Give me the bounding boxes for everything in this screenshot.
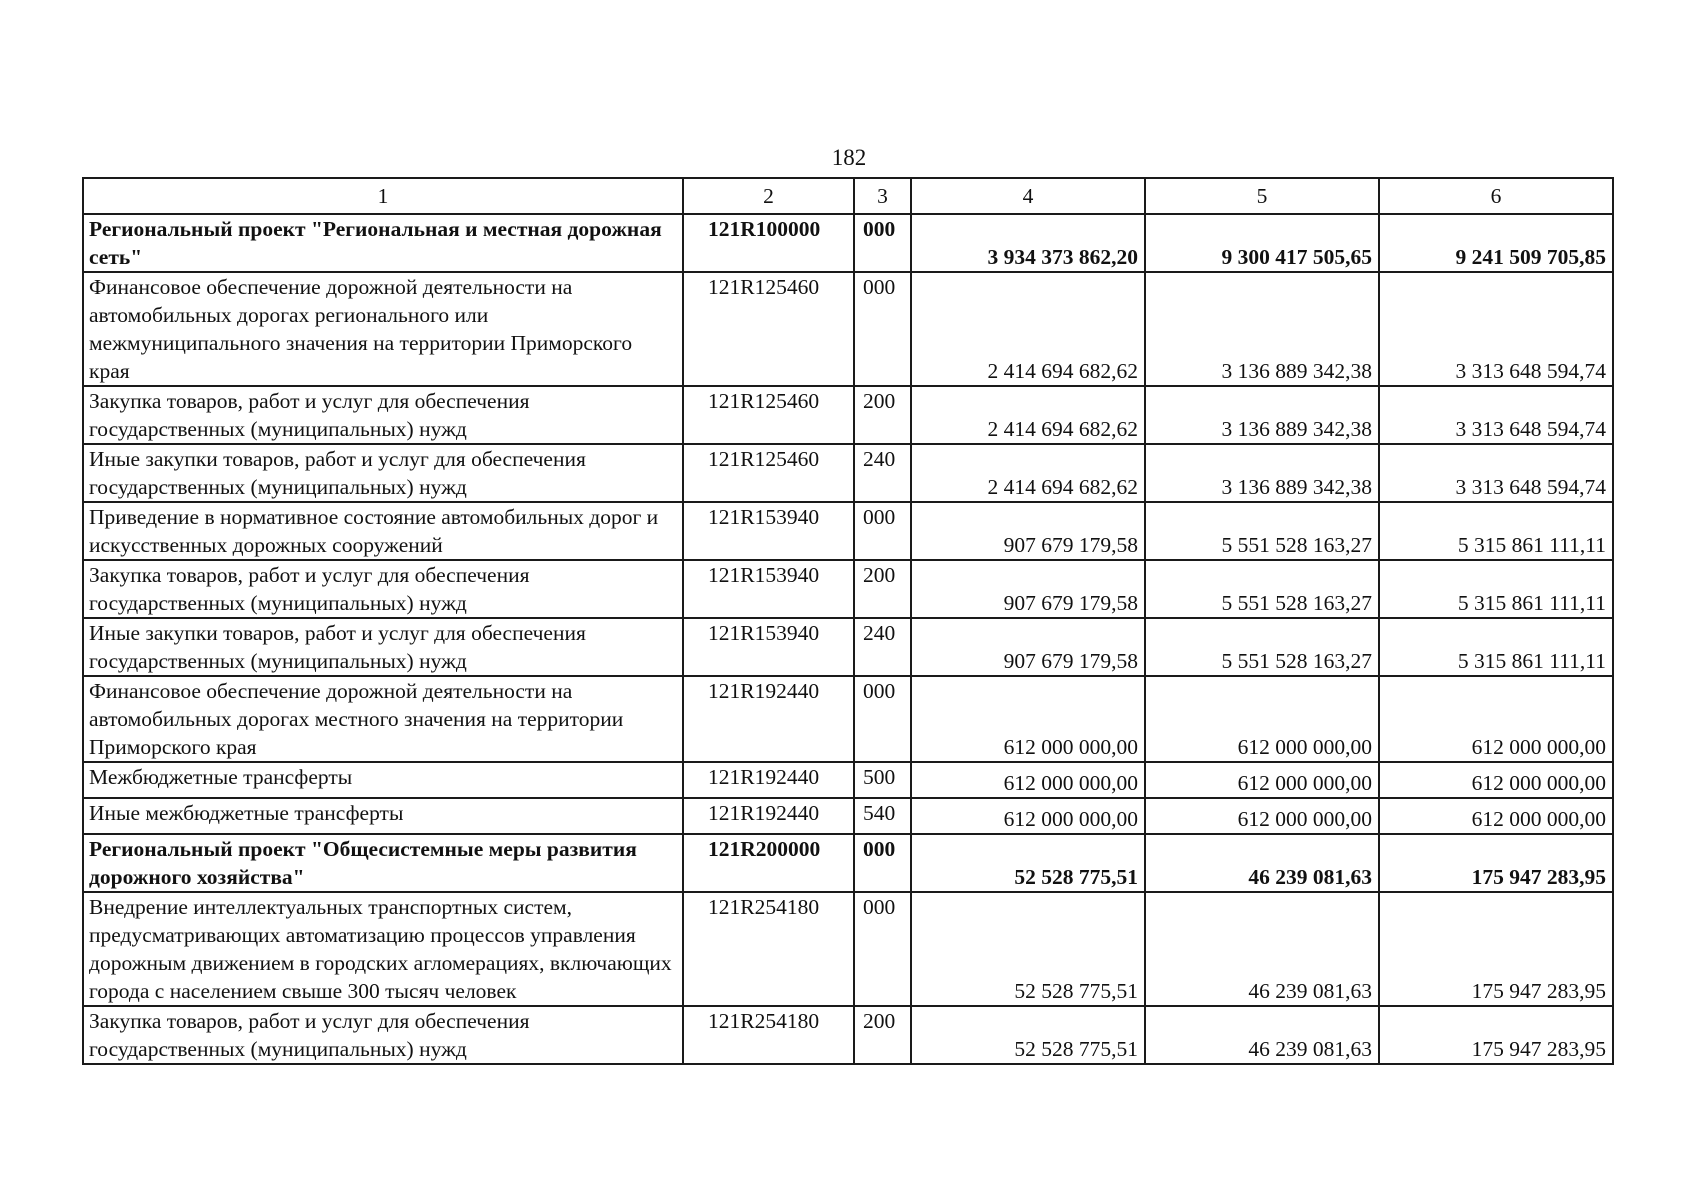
table-row [83, 444, 1613, 502]
row-kind: 240 [854, 444, 911, 502]
row-name: Региональный проект "Региональная и местная дорожная сеть" [83, 214, 683, 272]
row-value-4: 52 528 775,51 [911, 892, 1145, 1006]
table-row [83, 560, 1613, 618]
row-name: Закупка товаров, работ и услуг для обеспечения государственных (муниципальных) нужд [83, 560, 683, 618]
row-value-4: 2 414 694 682,62 [911, 444, 1145, 502]
row-value-6: 3 313 648 594,74 [1379, 444, 1613, 502]
column-header: 4 [911, 178, 1145, 214]
page-number: 182 [831, 145, 867, 170]
row-value-5: 3 136 889 342,38 [1145, 444, 1379, 502]
row-value-6: 5 315 861 111,11 [1379, 560, 1613, 618]
row-value-5: 5 551 528 163,27 [1145, 502, 1379, 560]
row-value-5: 46 239 081,63 [1145, 892, 1379, 1006]
row-value-6: 5 315 861 111,11 [1379, 502, 1613, 560]
row-code: 121R192440 [683, 762, 854, 798]
row-value-6: 612 000 000,00 [1379, 798, 1613, 834]
row-value-5: 3 136 889 342,38 [1145, 272, 1379, 386]
row-name: Иные закупки товаров, работ и услуг для обеспечения государственных (муниципальных) нужд [83, 444, 683, 502]
row-code: 121R254180 [683, 892, 854, 1006]
row-kind: 000 [854, 834, 911, 892]
row-name: Межбюджетные трансферты [83, 762, 683, 798]
row-name: Иные закупки товаров, работ и услуг для обеспечения государственных (муниципальных) нужд [83, 618, 683, 676]
column-header: 5 [1145, 178, 1379, 214]
row-value-4: 907 679 179,58 [911, 618, 1145, 676]
table-row [83, 1006, 1613, 1064]
table-row [83, 502, 1613, 560]
row-value-5: 46 239 081,63 [1145, 834, 1379, 892]
row-name: Иные межбюджетные трансферты [83, 798, 683, 834]
row-code: 121R200000 [683, 834, 854, 892]
table-row [83, 892, 1613, 1006]
row-kind: 540 [854, 798, 911, 834]
row-kind: 000 [854, 502, 911, 560]
row-value-5: 5 551 528 163,27 [1145, 560, 1379, 618]
table-header-row [83, 178, 1613, 214]
table-row [83, 834, 1613, 892]
row-kind: 200 [854, 386, 911, 444]
row-value-4: 2 414 694 682,62 [911, 386, 1145, 444]
row-name: Финансовое обеспечение дорожной деятельности на автомобильных дорогах местного значения на территории Приморского края [83, 676, 683, 762]
row-name: Закупка товаров, работ и услуг для обеспечения государственных (муниципальных) нужд [83, 386, 683, 444]
row-value-5: 612 000 000,00 [1145, 762, 1379, 798]
row-kind: 200 [854, 1006, 911, 1064]
row-value-6: 9 241 509 705,85 [1379, 214, 1613, 272]
table-row [83, 762, 1613, 798]
row-value-6: 175 947 283,95 [1379, 834, 1613, 892]
column-header: 1 [83, 178, 683, 214]
table-row [83, 618, 1613, 676]
row-kind: 200 [854, 560, 911, 618]
row-name: Финансовое обеспечение дорожной деятельности на автомобильных дорогах регионального или межмуниципального значения на территории Приморского края [83, 272, 683, 386]
row-name: Закупка товаров, работ и услуг для обеспечения государственных (муниципальных) нужд [83, 1006, 683, 1064]
row-value-6: 175 947 283,95 [1379, 892, 1613, 1006]
row-value-5: 612 000 000,00 [1145, 798, 1379, 834]
row-value-4: 612 000 000,00 [911, 676, 1145, 762]
column-header: 3 [854, 178, 911, 214]
row-kind: 000 [854, 272, 911, 386]
table-row [83, 214, 1613, 272]
row-code: 121R125460 [683, 444, 854, 502]
column-header: 6 [1379, 178, 1613, 214]
row-code: 121R153940 [683, 560, 854, 618]
table-row [83, 386, 1613, 444]
row-value-4: 907 679 179,58 [911, 560, 1145, 618]
row-value-5: 612 000 000,00 [1145, 676, 1379, 762]
row-value-5: 5 551 528 163,27 [1145, 618, 1379, 676]
row-kind: 000 [854, 214, 911, 272]
column-header: 2 [683, 178, 854, 214]
row-code: 121R192440 [683, 798, 854, 834]
row-value-6: 612 000 000,00 [1379, 762, 1613, 798]
row-code: 121R153940 [683, 502, 854, 560]
row-code: 121R125460 [683, 272, 854, 386]
row-value-4: 907 679 179,58 [911, 502, 1145, 560]
row-value-6: 3 313 648 594,74 [1379, 386, 1613, 444]
row-value-4: 3 934 373 862,20 [911, 214, 1145, 272]
row-kind: 000 [854, 676, 911, 762]
row-value-4: 2 414 694 682,62 [911, 272, 1145, 386]
row-kind: 240 [854, 618, 911, 676]
row-value-6: 3 313 648 594,74 [1379, 272, 1613, 386]
row-value-6: 5 315 861 111,11 [1379, 618, 1613, 676]
row-value-5: 9 300 417 505,65 [1145, 214, 1379, 272]
row-code: 121R254180 [683, 1006, 854, 1064]
row-value-5: 3 136 889 342,38 [1145, 386, 1379, 444]
table-row [83, 272, 1613, 386]
row-value-6: 612 000 000,00 [1379, 676, 1613, 762]
row-value-6: 175 947 283,95 [1379, 1006, 1613, 1064]
table-row [83, 676, 1613, 762]
budget-table [82, 177, 1614, 1065]
row-value-5: 46 239 081,63 [1145, 1006, 1379, 1064]
row-value-4: 52 528 775,51 [911, 1006, 1145, 1064]
row-code: 121R125460 [683, 386, 854, 444]
row-value-4: 612 000 000,00 [911, 798, 1145, 834]
row-name: Региональный проект "Общесистемные меры развития дорожного хозяйства" [83, 834, 683, 892]
row-kind: 000 [854, 892, 911, 1006]
row-value-4: 612 000 000,00 [911, 762, 1145, 798]
row-name: Внедрение интеллектуальных транспортных систем, предусматривающих автоматизацию процессов управления дорожным движением в городских агломерациях, включающих города с населением свыше 300 тысяч человек [83, 892, 683, 1006]
row-value-4: 52 528 775,51 [911, 834, 1145, 892]
row-name: Приведение в нормативное состояние автомобильных дорог и искусственных дорожных сооружений [83, 502, 683, 560]
row-code: 121R192440 [683, 676, 854, 762]
row-kind: 500 [854, 762, 911, 798]
row-code: 121R100000 [683, 214, 854, 272]
table-row [83, 798, 1613, 834]
row-code: 121R153940 [683, 618, 854, 676]
